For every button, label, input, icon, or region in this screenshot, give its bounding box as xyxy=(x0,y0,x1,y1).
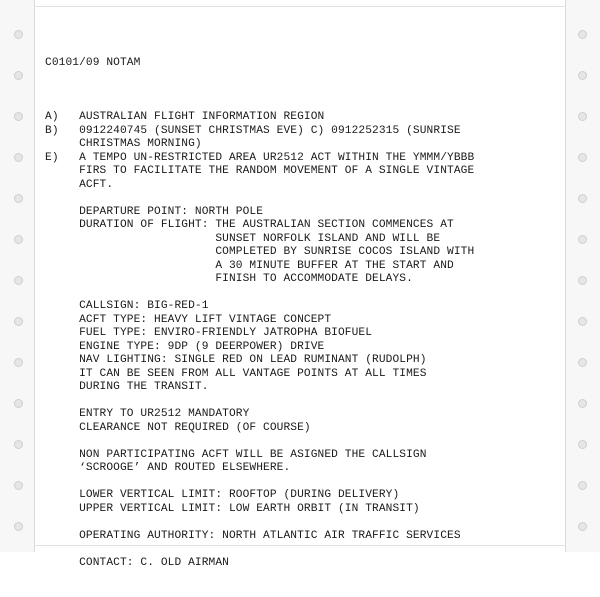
notam-line: A) AUSTRALIAN FLIGHT INFORMATION REGION xyxy=(45,111,325,123)
perforation-hole xyxy=(14,194,23,203)
notam-line xyxy=(45,192,474,206)
notam-line: ENTRY TO UR2512 MANDATORY xyxy=(45,408,250,420)
perforation-hole xyxy=(578,317,587,326)
tractor-feed-strip-right xyxy=(565,0,600,552)
notam-line: NON PARTICIPATING ACFT WILL BE ASIGNED THE CALLSIGN xyxy=(45,448,427,461)
notam-line: B) 0912240745 (SUNSET CHRISTMAS EVE) C) 0912252315 (SUNRISE xyxy=(45,124,461,137)
notam-line xyxy=(45,476,474,490)
notam-line: COMPLETED BY SUNRISE COCOS ISLAND WITH xyxy=(45,246,475,258)
notam-line: FIRS TO FACILITATE THE RANDOM MOVEMENT OF A SINGLE VINTAGE xyxy=(45,165,475,177)
notam-line: CONTACT: C. OLD AIRMAN xyxy=(45,556,229,569)
perforation-hole xyxy=(14,440,23,449)
notam-line: NAV LIGHTING: SINGLE RED ON LEAD RUMINANT (RUDOLPH) xyxy=(45,354,427,366)
perforation-hole xyxy=(578,481,587,490)
notam-line: SUNSET NORFOLK ISLAND AND WILL BE xyxy=(45,232,441,245)
notam-line xyxy=(45,543,474,557)
perforation-hole xyxy=(578,399,587,408)
perforation-hole xyxy=(578,71,587,80)
perforation-hole xyxy=(14,317,23,326)
notam-header: C0101/09 NOTAM xyxy=(45,57,141,69)
perforation-hole xyxy=(14,481,23,490)
perforation-hole xyxy=(14,153,23,162)
perforation-hole xyxy=(578,194,587,203)
notam-line: CLEARANCE NOT REQUIRED (OF COURSE) xyxy=(45,421,311,434)
tractor-feed-strip-left xyxy=(0,0,35,552)
notam-line: ACFT TYPE: HEAVY LIFT VINTAGE CONCEPT xyxy=(45,313,332,326)
notam-line: A 30 MINUTE BUFFER AT THE START AND xyxy=(45,259,454,272)
perforation-hole xyxy=(578,153,587,162)
perforation-hole xyxy=(14,71,23,80)
notam-line: UPPER VERTICAL LIMIT: LOW EARTH ORBIT (IN TRANSIT) xyxy=(45,502,420,515)
notam-line: OPERATING AUTHORITY: NORTH ATLANTIC AIR TRAFFIC SERVICES xyxy=(45,529,461,542)
notam-line: CHRISTMAS MORNING) xyxy=(45,138,202,150)
perforation-hole xyxy=(578,276,587,285)
notam-line xyxy=(45,395,474,409)
perforation-hole xyxy=(14,399,23,408)
perforation-hole xyxy=(578,522,587,531)
notam-line: E) A TEMPO UN-RESTRICTED AREA UR2512 ACT WITHIN THE YMMM/YBBB xyxy=(45,151,475,164)
perforation-hole xyxy=(578,112,587,121)
notam-body xyxy=(45,98,474,571)
notam-line xyxy=(45,435,474,449)
notam-line: CALLSIGN: BIG-RED-1 xyxy=(45,300,209,312)
perforation-hole xyxy=(14,522,23,531)
notam-line: IT CAN BE SEEN FROM ALL VANTAGE POINTS AT ALL TIMES xyxy=(45,367,427,380)
perforation-hole xyxy=(578,440,587,449)
perforation-hole xyxy=(14,276,23,285)
notam-line: DEPARTURE POINT: NORTH POLE xyxy=(45,205,264,218)
notam-line: DURATION OF FLIGHT: THE AUSTRALIAN SECTION COMMENCES AT xyxy=(45,219,454,231)
notam-text xyxy=(45,30,474,597)
perforation-hole xyxy=(14,112,23,121)
notam-line: ‘SCROOGE’ AND ROUTED ELSEWHERE. xyxy=(45,462,291,474)
perforation-hole xyxy=(14,358,23,367)
perforation-hole xyxy=(578,30,587,39)
perforation-hole xyxy=(14,235,23,244)
perforation-hole xyxy=(578,358,587,367)
perforation-hole xyxy=(578,235,587,244)
perforation-hole xyxy=(14,30,23,39)
notam-line: FUEL TYPE: ENVIRO-FRIENDLY JATROPHA BIOFUEL xyxy=(45,327,373,339)
notam-line: LOWER VERTICAL LIMIT: ROOFTOP (DURING DELIVERY) xyxy=(45,489,400,501)
notam-line xyxy=(45,516,474,530)
notam-line: DURING THE TRANSIT. xyxy=(45,381,209,393)
notam-line xyxy=(45,287,474,301)
notam-line xyxy=(45,98,474,112)
notam-line: ENGINE TYPE: 9DP (9 DEERPOWER) DRIVE xyxy=(45,340,325,353)
notam-line: ACFT. xyxy=(45,178,114,191)
notam-line: FINISH TO ACCOMMODATE DELAYS. xyxy=(45,273,413,285)
